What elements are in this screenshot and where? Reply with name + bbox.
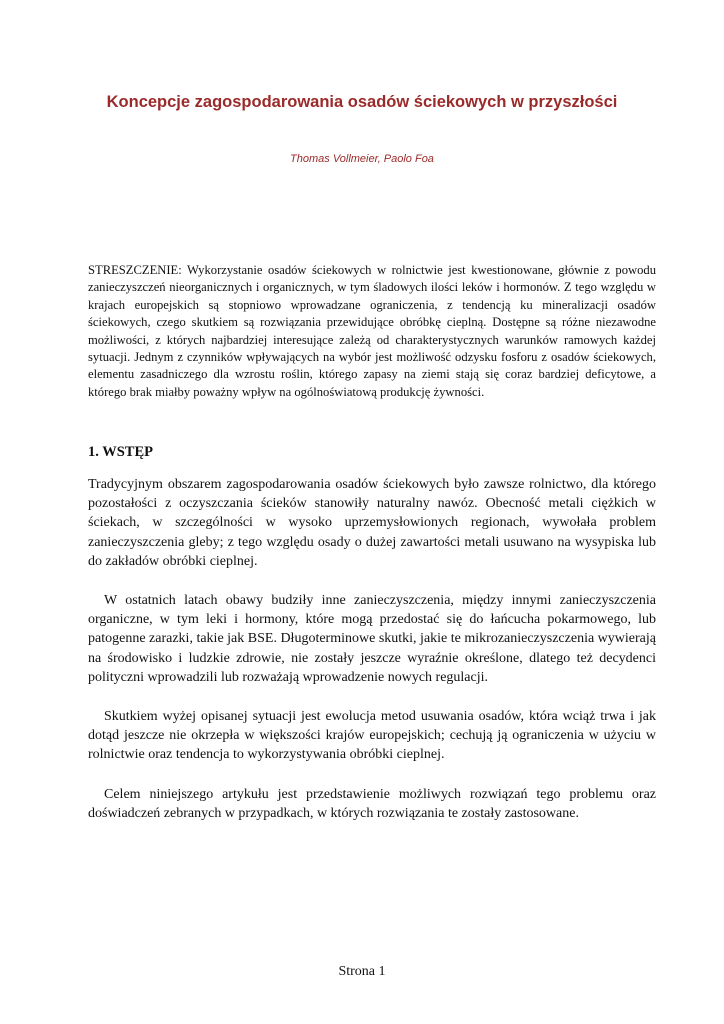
body-paragraph-1: Tradycyjnym obszarem zagospodarowania osadów ściekowych było zawsze rolnictwo, dla którego pozostałości z oczyszczania ścieków stanowiły naturalny nawóz. Obecność metali ciężkich w ściekach, w szczególności w wysoko uprzemysłowionych regionach, wywołała problem zanieczyszczenia gleby; z tego względu osady o dużej zawartości metali usuwano na wysypiska lub do zakładów obróbki cieplnej.	[88, 477, 656, 569]
page-number: Strona 1	[338, 964, 386, 979]
abstract-paragraph: STRESZCZENIE: Wykorzystanie osadów ściekowych w rolnictwie jest kwestionowane, głównie z powodu zanieczyszczeń nieorganicznych i organicznych, w tym śladowych ilości leków i hormonów. Z tego względu w krajach europejskich są stopniowo wprowadzane ograniczenia, z tendencją ku mineralizacji osadów ściekowych, czego skutkiem są rozwiązania przewidujące obróbkę cieplną. Dostępne są różne niezawodne możliwości, z których najbardziej interesujące zależą od charakterystycznych warunków ramowych każdej sytuacji. Jednym z czynników wpływających na wybór jest możliwość odzysku fosforu z osadów ściekowych, elementu zasadniczego dla wzrostu roślin, którego zapasy na ziemi stają się coraz bardziej deficytowe, a którego brak miałby poważny wpływ na ogólnoświatową produkcję żywności.	[88, 263, 656, 399]
body-paragraph-2: W ostatnich latach obawy budziły inne zanieczyszczenia, między innymi zanieczyszczenia organiczne, w tym leki i hormony, które mogą przedostać się do łańcucha pokarmowego, lub patogenne zarazki, takie jak BSE. Długoterminowe skutki, jakie te mikrozanieczyszczenia wywierają na środowisko i ludzkie zdrowie, nie zostały jeszcze wyraźnie określone, dlatego też decydenci polityczni wprowadzili lub rozważają wprowadzenie nowych regulacji.	[88, 593, 656, 685]
section-body	[88, 475, 656, 843]
section-heading: 1. WSTĘP	[88, 444, 154, 460]
document-authors: Thomas Vollmeier, Paolo Foa	[290, 153, 434, 165]
body-paragraph-3: Skutkiem wyżej opisanej sytuacji jest ewolucja metod usuwania osadów, która wciąż trwa i jak dotąd jeszcze nie okrzepła w większości krajów europejskich; cechują ją ograniczenia w użyciu w rolnictwie oraz tendencja to wykorzystywania obróbki cieplnej.	[88, 709, 656, 763]
document-title: Koncepcje zagospodarowania osadów ściekowych w przyszłości	[106, 93, 618, 111]
body-paragraph-4: Celem niniejszego artykułu jest przedstawienie możliwych rozwiązań tego problemu oraz doświadczeń zebranych w przypadkach, w których rozwiązania te zostały zastosowane.	[88, 786, 656, 821]
